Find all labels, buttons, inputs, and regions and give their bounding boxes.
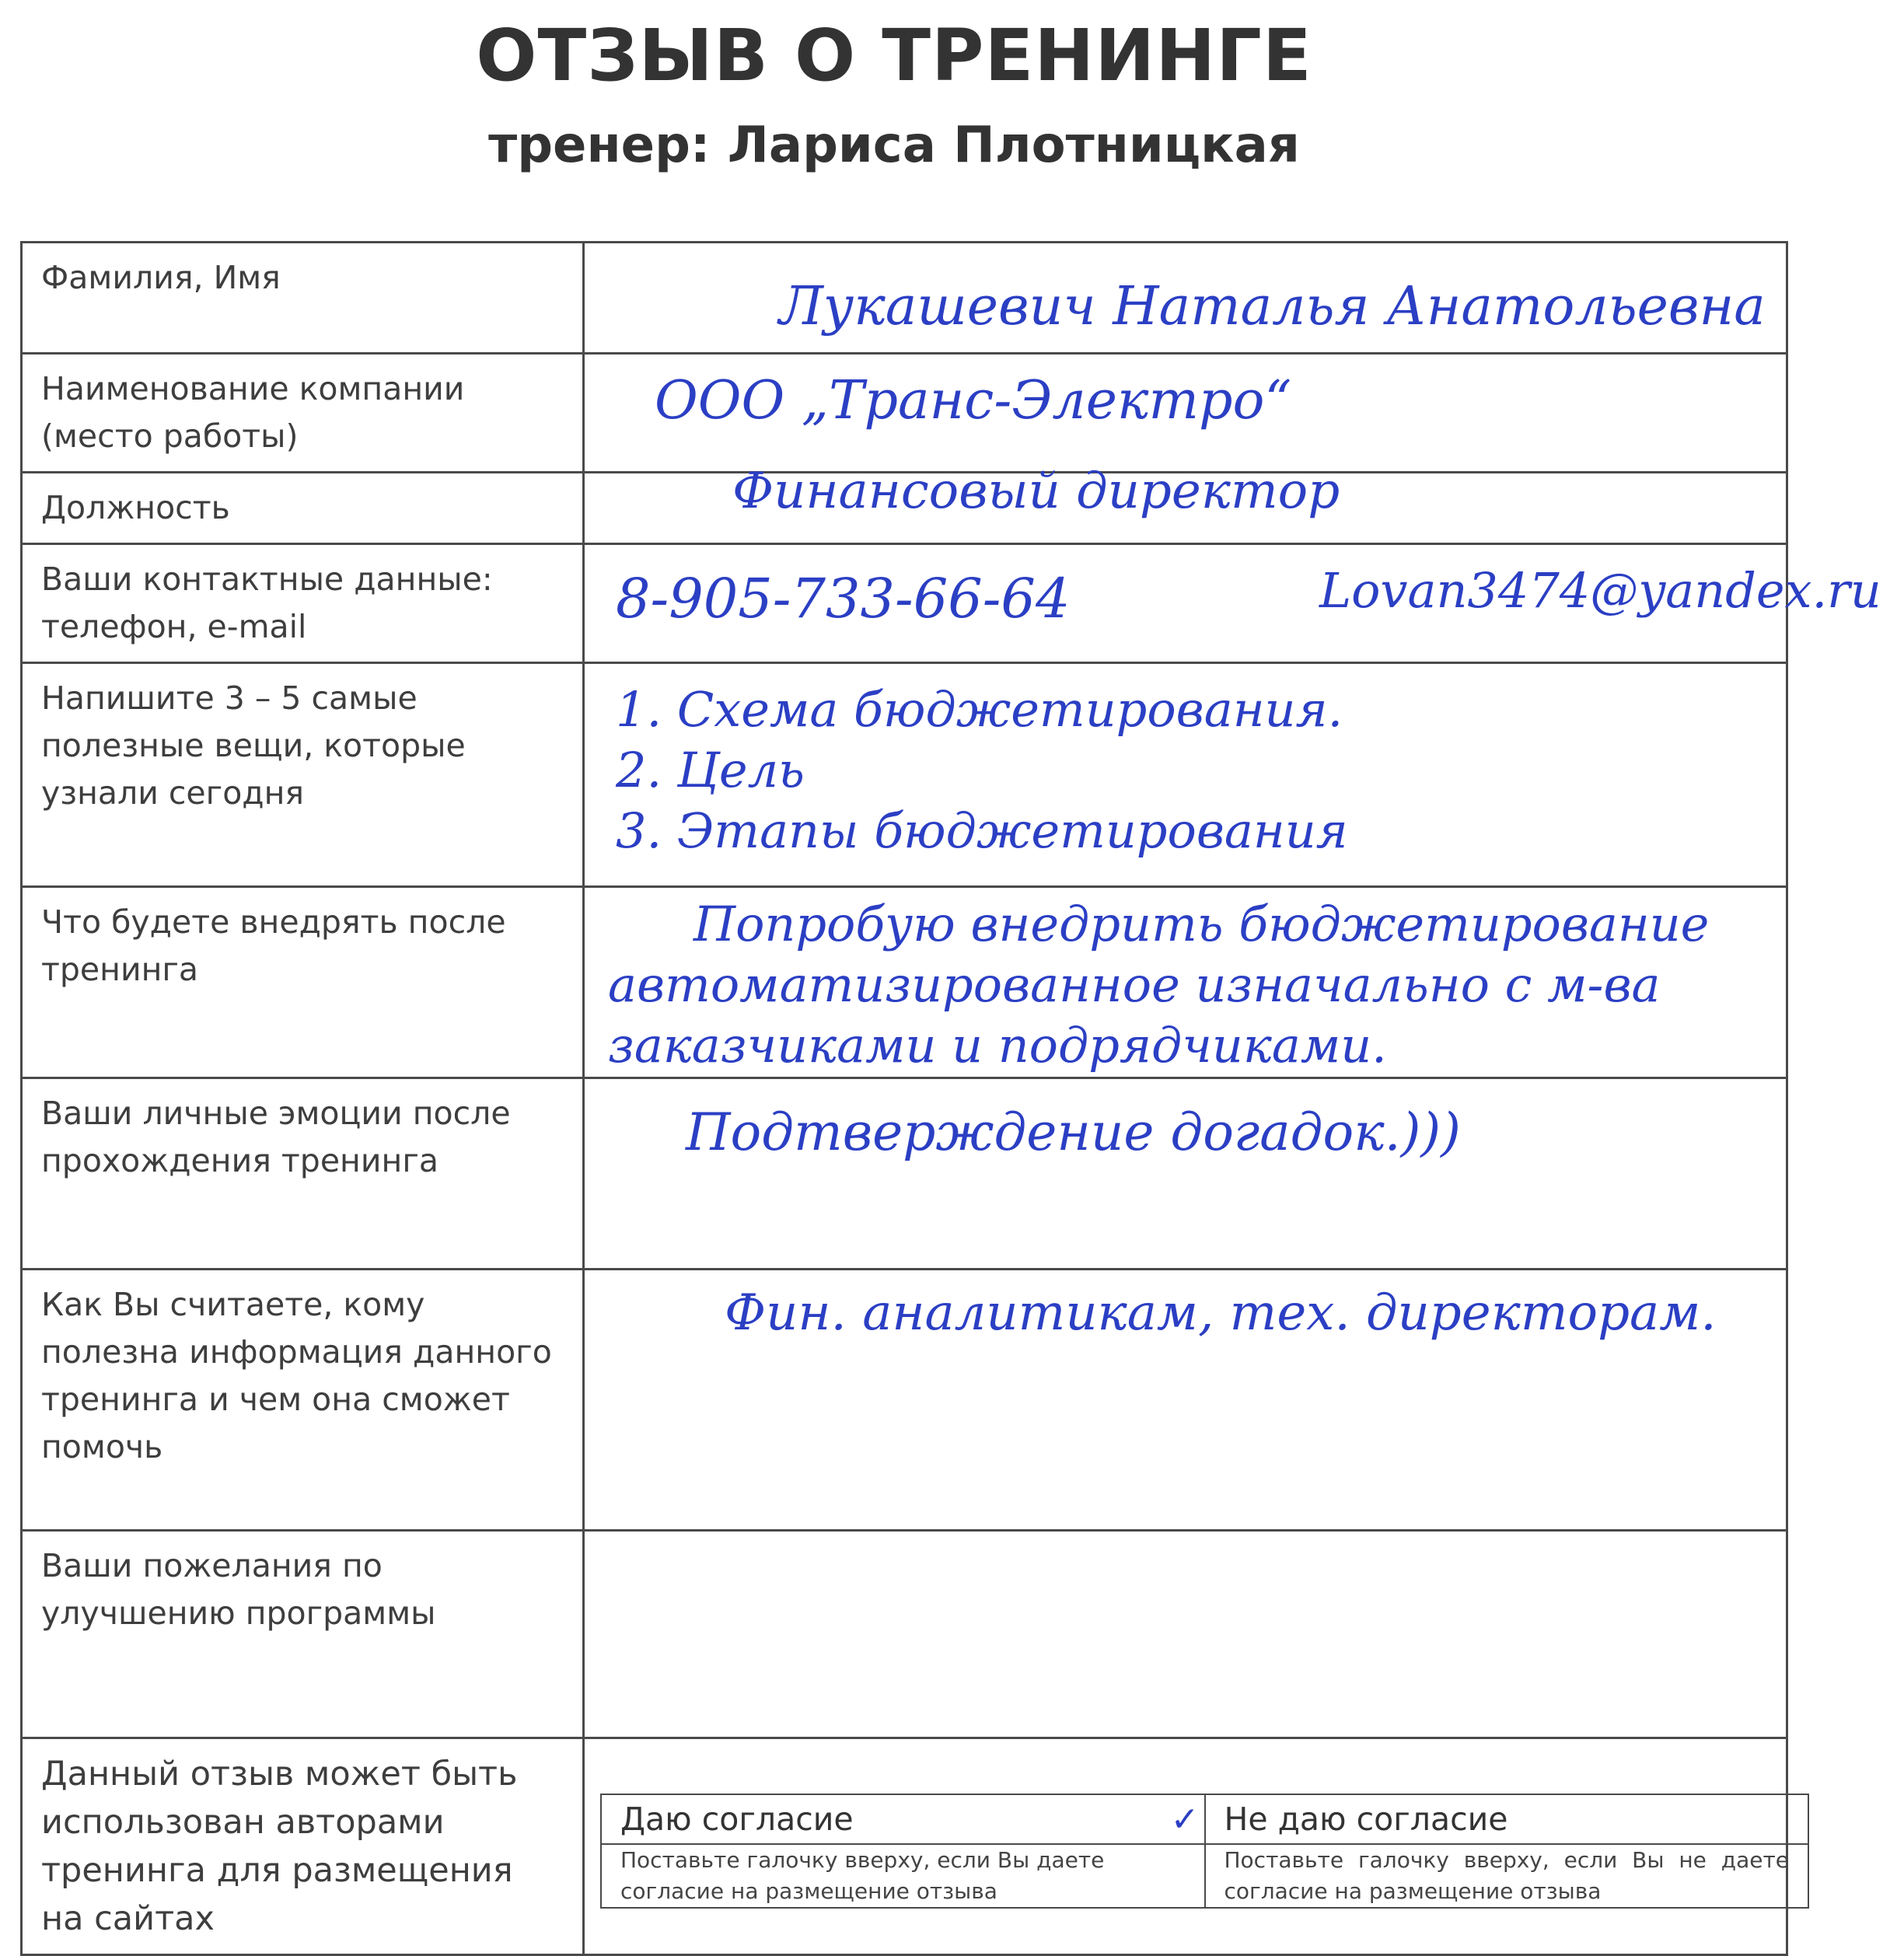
company-answer: ООО „Транс-Электро“ <box>655 370 1292 431</box>
implement-line: Попробую внедрить бюджетирование <box>693 896 1710 952</box>
emotions-answer-cell[interactable] <box>584 1078 1787 1270</box>
name-label: Фамилия, Имя <box>22 243 584 354</box>
row-consent <box>22 1738 1787 1955</box>
useful-item: 3. Этапы бюджетирования <box>616 802 1348 859</box>
company-label: Наименование компании (место работы) <box>22 354 584 473</box>
contacts-answer-cell[interactable] <box>584 544 1881 663</box>
emotions-answer: Подтверждение догадок.))) <box>686 1102 1461 1162</box>
agree-hint: Поставьте галочку вверху, если Вы даете согласие на размещение отзыва <box>601 1844 1205 1908</box>
feedback-form <box>20 241 1881 1956</box>
useful-label: Напишите 3 – 5 самые полезные вещи, которые узнали сегодня <box>22 663 584 887</box>
disagree-hint <box>1205 1844 1809 1908</box>
useful-item: 2. Цель <box>616 742 805 798</box>
implement-line: заказчиками и подрядчиками. <box>608 1017 1387 1074</box>
emotions-label: Ваши личные эмоции после прохождения тренинга <box>22 1078 584 1270</box>
useful-answer-cell[interactable] <box>584 663 1787 887</box>
implement-label: Что будете внедрять после тренинга <box>22 887 584 1078</box>
useful-item: 1. Схема бюджетирования. <box>616 681 1343 738</box>
phone-answer: 8-905-733-66-64 <box>616 567 1071 630</box>
trainer-subtitle: тренер: Лариса Плотницкая <box>488 117 1300 174</box>
disagree-option[interactable] <box>1205 1794 1809 1844</box>
name-answer: Лукашевич Наталья Анатольевна <box>779 276 1766 337</box>
consent-label: Данный отзыв может быть использован авторами тренинга для размещения на сайтах <box>22 1738 584 1955</box>
company-answer-cell[interactable] <box>584 354 1787 473</box>
name-answer-cell[interactable] <box>584 243 1787 354</box>
implement-answer-cell[interactable] <box>584 887 1787 1078</box>
disagree-label: Не даю согласие <box>1224 1801 1508 1838</box>
disagree-hint-line-1: Поставьте галочку вверху, если Вы не даете <box>1224 1847 1789 1873</box>
row-company <box>22 354 1787 473</box>
row-useful <box>22 663 1787 887</box>
wishes-answer-cell[interactable] <box>584 1531 1787 1738</box>
row-position <box>22 473 1787 544</box>
audience-answer: Фин. аналитикам, тех. директорам. <box>725 1284 1717 1342</box>
row-emotions <box>22 1078 1787 1270</box>
check-icon: ✓ <box>1170 1800 1200 1839</box>
consent-cell <box>584 1738 1787 1955</box>
implement-line: автоматизированное изначально с м-ва <box>608 956 1661 1013</box>
position-answer: Финансовый директор <box>732 463 1340 520</box>
consent-table <box>600 1794 1809 1909</box>
disagree-hint-line-2: согласие на размещение отзыва <box>1224 1878 1602 1904</box>
row-implement <box>22 887 1787 1078</box>
page-title: ОТЗЫВ О ТРЕНИНГЕ <box>476 14 1312 97</box>
contacts-label: Ваши контактные данные: телефон, e-mail <box>22 544 584 663</box>
row-wishes <box>22 1531 1787 1738</box>
position-label: Должность <box>22 473 584 544</box>
row-contacts <box>22 544 1787 663</box>
row-audience <box>22 1270 1787 1531</box>
position-answer-cell[interactable] <box>584 463 1787 544</box>
email-answer: Lovan3474@yandex.ru <box>1319 562 1881 619</box>
audience-answer-cell[interactable] <box>584 1270 1787 1531</box>
wishes-label: Ваши пожелания по улучшению программы <box>22 1531 584 1738</box>
agree-label: Даю согласие <box>620 1801 854 1838</box>
audience-label: Как Вы считаете, кому полезна информация данного тренинга и чем она сможет помочь <box>22 1270 584 1531</box>
agree-option[interactable] <box>601 1794 1205 1844</box>
row-name <box>22 243 1787 354</box>
